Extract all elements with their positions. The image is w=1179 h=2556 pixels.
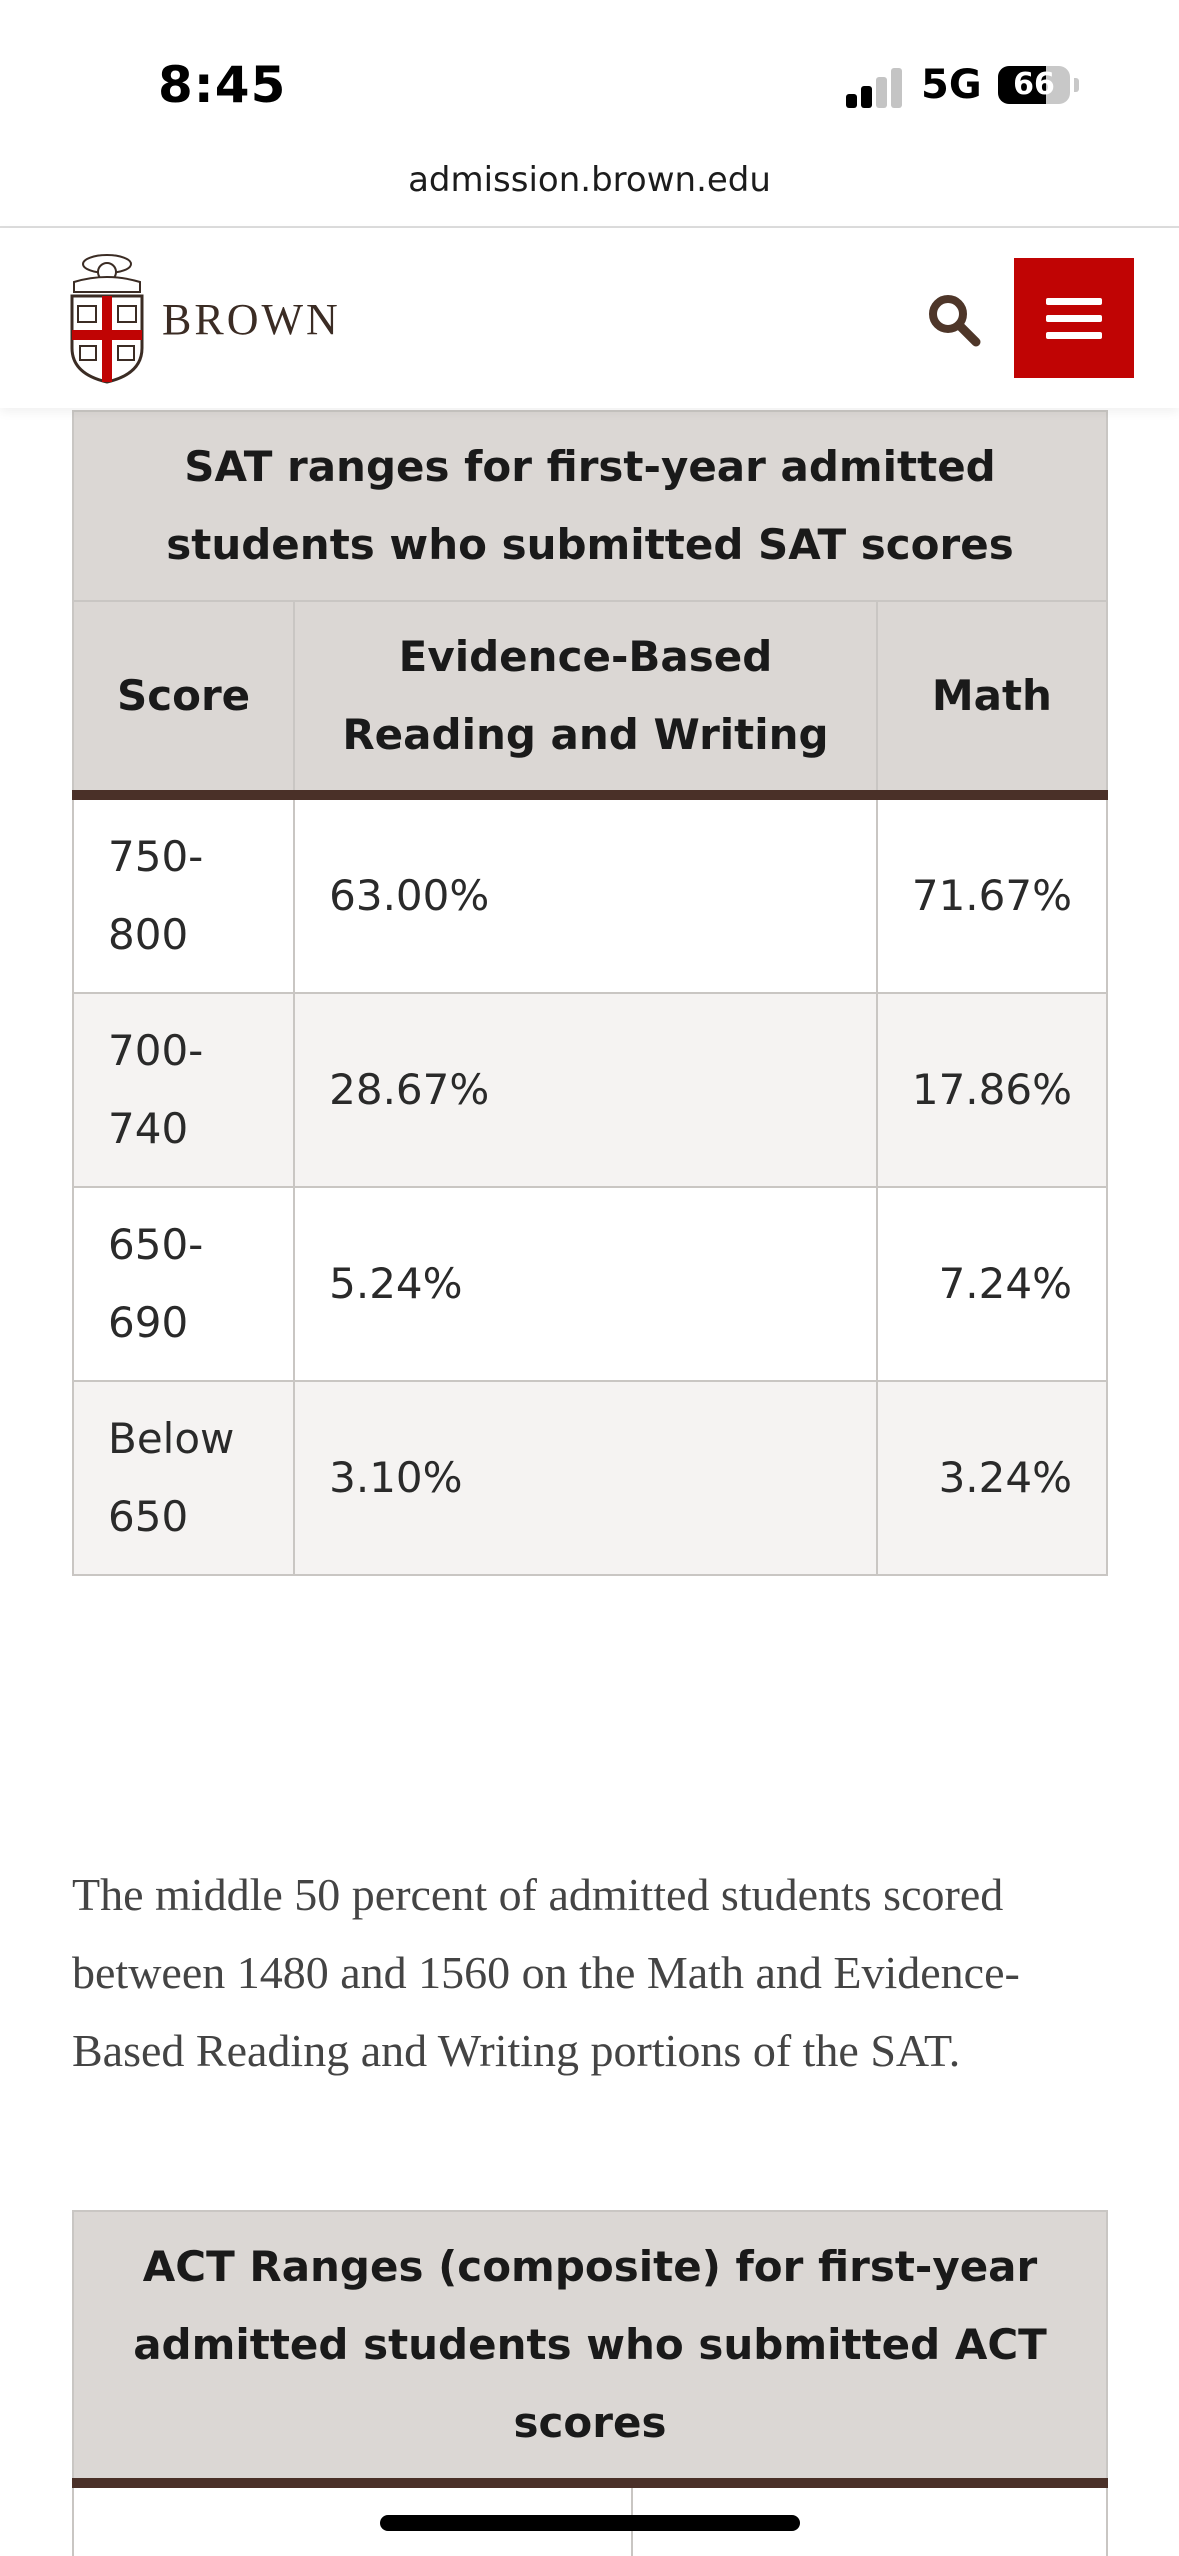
ebrw-cell: 3.10% xyxy=(294,1381,877,1575)
logo-wordmark[interactable]: BROWN xyxy=(162,295,341,344)
battery-level: 66 xyxy=(1013,67,1055,102)
score-cell: 750-800 xyxy=(73,795,294,993)
score-cell: Below 650 xyxy=(73,1381,294,1575)
score-cell: 650-690 xyxy=(73,1187,294,1381)
table-caption: ACT Ranges (composite) for first-year admitted students who submitted ACT scores xyxy=(73,2211,1107,2483)
search-icon[interactable] xyxy=(922,288,988,354)
act-ranges-table xyxy=(72,2210,1108,2556)
hamburger-menu-icon xyxy=(1046,298,1102,305)
status-time: 8:45 xyxy=(158,56,287,114)
cellular-signal-icon xyxy=(846,66,902,108)
math-cell: 71.67% xyxy=(877,795,1107,993)
table-row xyxy=(73,1187,1107,1381)
address-bar[interactable]: admission.brown.edu xyxy=(408,160,771,200)
ebrw-cell: 63.00% xyxy=(294,795,877,993)
table-row xyxy=(73,993,1107,1187)
battery-icon xyxy=(998,66,1070,104)
column-header-math: Math xyxy=(877,601,1107,795)
menu-button[interactable] xyxy=(1014,258,1134,378)
math-cell: 17.86% xyxy=(877,993,1107,1187)
sat-middle-50-paragraph: The middle 50 percent of admitted students scored between 1480 and 1560 on the Math and Evidence-Based Reading and Writing portions of the SAT. xyxy=(72,1869,1020,2076)
network-type: 5G xyxy=(921,62,982,108)
table-row xyxy=(73,795,1107,993)
column-header-ebrw: Evidence-Based Reading and Writing xyxy=(294,601,877,795)
battery-tip xyxy=(1074,78,1079,92)
math-cell: 7.24% xyxy=(877,1187,1107,1381)
home-indicator[interactable] xyxy=(380,2515,800,2531)
status-bar xyxy=(0,0,1179,150)
ebrw-cell: 28.67% xyxy=(294,993,877,1187)
brown-shield-logo[interactable] xyxy=(68,252,146,384)
ebrw-cell: 5.24% xyxy=(294,1187,877,1381)
table-caption: SAT ranges for first-year admitted students who submitted SAT scores xyxy=(73,411,1107,601)
column-header-score: Score xyxy=(73,601,294,795)
sat-ranges-table xyxy=(72,410,1108,1576)
table-row xyxy=(73,1381,1107,1575)
score-cell: 700-740 xyxy=(73,993,294,1187)
site-header xyxy=(0,228,1179,408)
math-cell: 3.24% xyxy=(877,1381,1107,1575)
